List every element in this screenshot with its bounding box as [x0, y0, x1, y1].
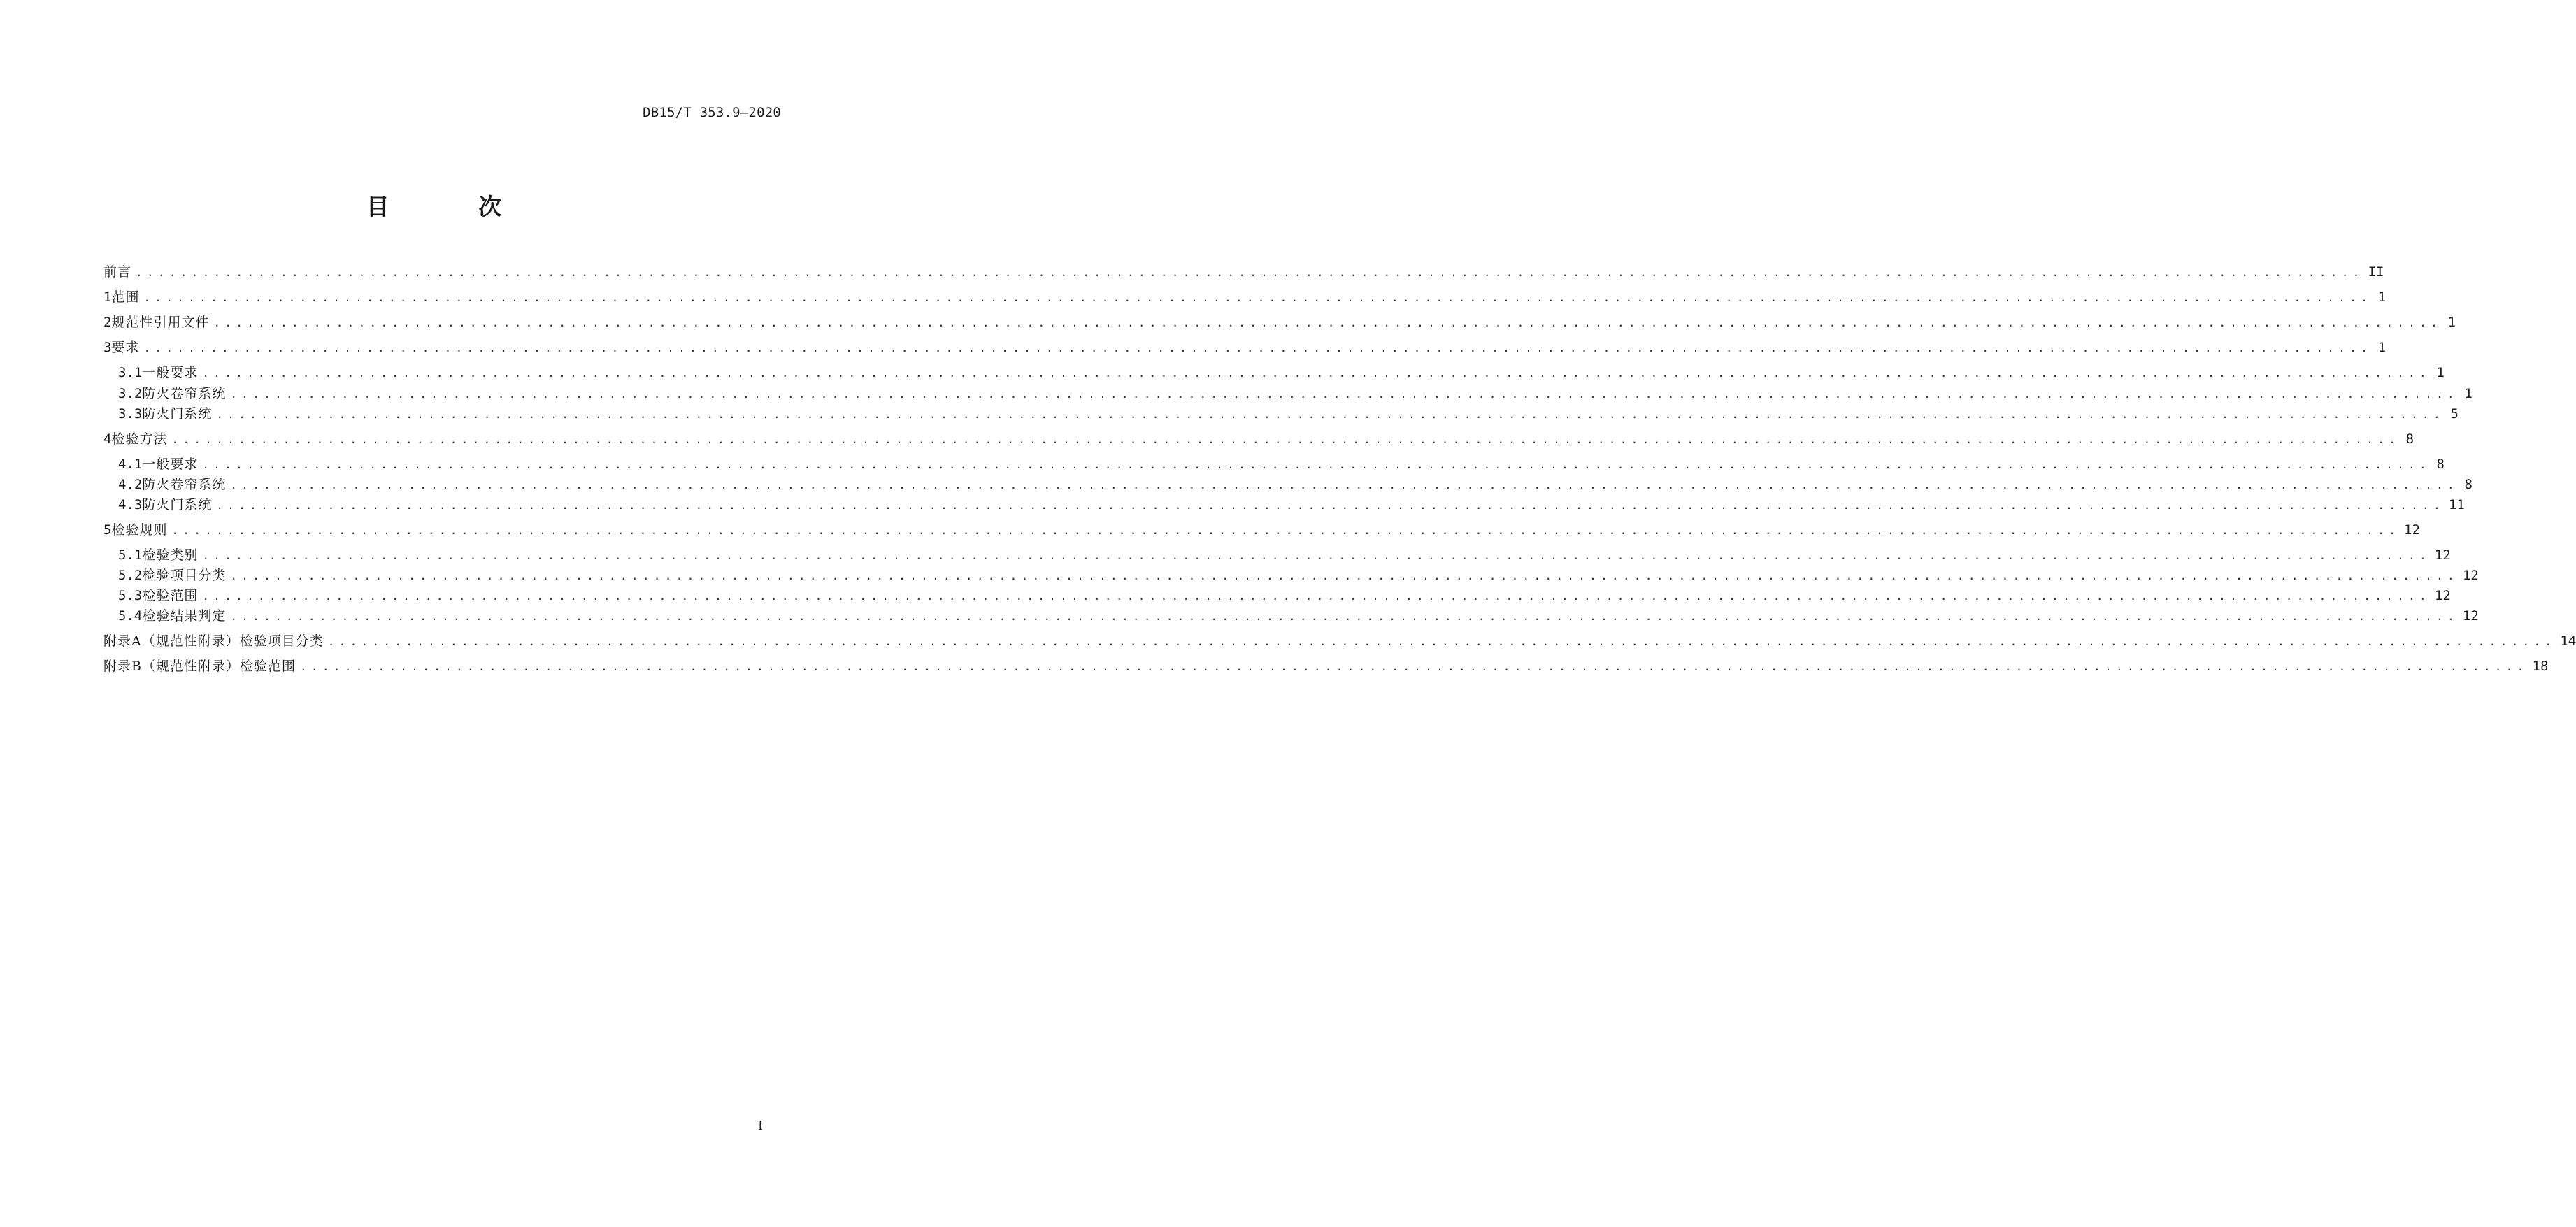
toc-dot-leader: ........................................................................................................................................................................................................	[171, 433, 2400, 446]
toc-dot-leader: ........................................................................................................................................................................................................	[202, 549, 2431, 562]
toc-entry-page: 1	[2436, 365, 2445, 380]
toc-entry-title: 防火门系统	[142, 406, 213, 422]
toc-entry-title: 防火卷帘系统	[142, 386, 227, 401]
toc-entry[interactable]	[103, 519, 2420, 538]
toc-entry[interactable]	[103, 605, 2479, 624]
toc-entry-number: 4.2	[118, 477, 143, 492]
toc-title: 目 次	[366, 193, 543, 220]
toc-entry-page: 12	[2462, 568, 2479, 583]
toc-entry[interactable]	[103, 312, 2456, 330]
toc-entry-number: 3.1	[118, 365, 143, 380]
toc-entry-page: 12	[2434, 588, 2451, 603]
toc-entry-page: 8	[2436, 457, 2445, 472]
toc-entry[interactable]	[103, 287, 2387, 305]
toc-entry-subtitle: 检验项目分类	[239, 633, 324, 649]
toc-entry-number: 1	[103, 289, 112, 305]
toc-entry-title: 检验类别	[142, 547, 199, 563]
toc-entry[interactable]	[103, 474, 2473, 492]
toc-entry[interactable]	[103, 545, 2451, 563]
toc-entry-page: 12	[2404, 522, 2420, 538]
toc-entry[interactable]	[103, 403, 2459, 422]
toc-entry-title: 附录B（规范性附录）	[103, 659, 240, 674]
toc-entry-title: 防火卷帘系统	[142, 477, 227, 492]
toc-entry-subtitle: 检验范围	[239, 659, 296, 674]
toc-entry-title: 前言	[103, 264, 132, 280]
toc-entry-number: 4.1	[118, 457, 143, 472]
toc-entry[interactable]	[103, 429, 2414, 447]
toc-dot-leader: ........................................................................................................................................................................................................	[143, 291, 2373, 304]
toc-entry-page: 1	[2377, 340, 2387, 355]
toc-entry-number: 5.2	[118, 568, 143, 583]
toc-dot-leader: ........................................................................................................................................................................................................	[213, 316, 2442, 329]
toc-dot-leader: ........................................................................................................................................................................................................	[143, 341, 2373, 354]
toc-entry-number: 4.3	[118, 497, 143, 512]
toc-dot-leader: ........................................................................................................................................................................................................	[216, 498, 2445, 512]
toc-entry-number: 3.3	[118, 406, 143, 422]
toc-entry-page: 1	[2377, 289, 2387, 305]
toc-entry-number: 2	[103, 315, 112, 330]
toc-dot-leader: ........................................................................................................................................................................................................	[216, 408, 2445, 421]
toc-dot-leader: ........................................................................................................................................................................................................	[202, 458, 2431, 471]
toc-entry[interactable]	[103, 585, 2451, 603]
toc-entry-page: 1	[2464, 386, 2473, 401]
toc-entry-page: 8	[2405, 431, 2414, 447]
toc-dot-leader: ........................................................................................................................................................................................................	[202, 366, 2431, 380]
toc-entry-page: 5	[2450, 406, 2459, 422]
toc-entry[interactable]	[103, 656, 2549, 674]
toc-entry-number: 5.1	[118, 547, 143, 563]
toc-dot-leader: ........................................................................................................................................................................................................	[202, 589, 2431, 603]
toc-entry-number: 5.4	[118, 608, 143, 624]
toc-entry-number: 3.2	[118, 386, 143, 401]
toc-dot-leader: ........................................................................................................................................................................................................	[299, 660, 2528, 673]
toc-entry-page: 8	[2464, 477, 2473, 492]
toc-entry[interactable]	[103, 362, 2445, 380]
toc-dot-leader: ........................................................................................................................................................................................................	[230, 569, 2459, 582]
toc-entry-title: 检验规则	[111, 522, 168, 538]
toc-entry-page: 18	[2532, 659, 2549, 674]
toc-entry[interactable]	[103, 337, 2387, 355]
toc-entry-title: 检验结果判定	[142, 608, 227, 624]
toc-entry-title: 范围	[111, 289, 140, 305]
document-code: DB15/T 353.9—2020	[643, 105, 781, 120]
toc-entry-title: 防火门系统	[142, 497, 213, 512]
toc-entry-title: 检验方法	[111, 431, 168, 447]
toc-entry[interactable]	[103, 494, 2465, 512]
toc-entry-number: 3	[103, 340, 112, 355]
toc-entry-title: 检验范围	[142, 588, 199, 603]
toc-entry-title: 要求	[111, 340, 140, 355]
page-number: I	[757, 1119, 763, 1133]
toc-dot-leader: ........................................................................................................................................................................................................	[171, 524, 2400, 537]
toc-entry[interactable]	[103, 565, 2479, 583]
toc-entry-number: 4	[103, 431, 112, 447]
toc-dot-leader: ........................................................................................................................................................................................................	[230, 610, 2459, 623]
toc-entry[interactable]	[103, 631, 2576, 649]
toc-dot-leader: ........................................................................................................................................................................................................	[327, 635, 2556, 648]
toc-entry[interactable]	[103, 454, 2445, 472]
toc-entry-page: 12	[2462, 608, 2479, 624]
toc-entry[interactable]	[103, 383, 2473, 401]
toc-entry[interactable]	[103, 261, 2384, 280]
toc-dot-leader: ........................................................................................................................................................................................................	[230, 387, 2459, 401]
toc-entry-page: 11	[2448, 497, 2465, 512]
toc-entry-page: 12	[2434, 547, 2451, 563]
toc-entry-page: 14	[2560, 633, 2576, 649]
toc-entry-page: 1	[2447, 315, 2456, 330]
toc-entry-title: 一般要求	[142, 457, 199, 472]
toc-entry-page: II	[2368, 264, 2384, 280]
toc-entry-title: 检验项目分类	[142, 568, 227, 583]
toc-dot-leader: ........................................................................................................................................................................................................	[230, 478, 2459, 491]
toc-entry-number: 5	[103, 522, 112, 538]
toc-dot-leader: ........................................................................................................................................................................................................	[136, 266, 2364, 279]
toc-entry-title: 一般要求	[142, 365, 199, 380]
toc-entry-title: 附录A（规范性附录）	[103, 633, 240, 649]
toc-entry-number: 5.3	[118, 588, 143, 603]
toc-entry-title: 规范性引用文件	[111, 315, 210, 330]
